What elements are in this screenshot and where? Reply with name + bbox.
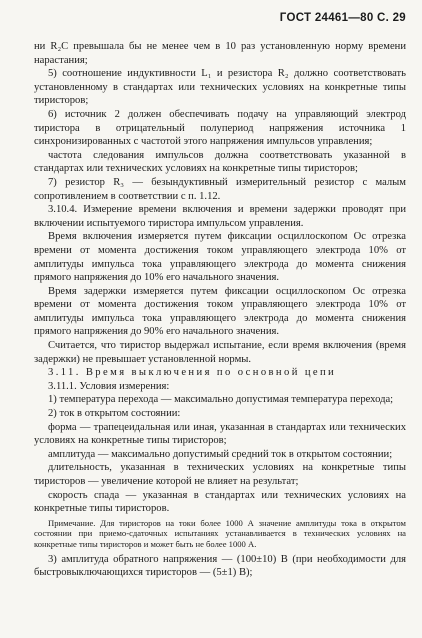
paragraph: Считается, что тиристор выдержал испытание, если время включения (время задержки) не превышает установленной нормы.: [34, 340, 406, 365]
paragraph: ни R₂C превышала бы не менее чем в 10 раз установленную норму времени нарастания;: [34, 41, 406, 66]
list-item: 1) температура перехода — максимально допустимая температура перехода;: [48, 394, 394, 406]
paragraph: 6) источник 2 должен обеспечивать подачу на управляющий электрод тиристора в отрицательный полупериод напряжения источника 1 синхронизированных с частотой этого напряжения импульсов управления;: [34, 108, 406, 148]
paragraph: форма — трапецеидальная или иная, указанная в стандартах или технических условиях на конкретные типы тиристоров;: [34, 421, 406, 447]
paragraph: 5) соотношение индуктивности L₁ и резистора R₂ должно соответствовать установленному в стандартах или технических условиях на конкретные типы тиристоров;: [34, 68, 406, 107]
subsection-heading: 3.11.1. Условия измерения:: [48, 380, 170, 392]
page-header: ГОСТ 24461—80 С. 29: [279, 12, 406, 24]
paragraph: 7) резистор R₃ — безындуктивный измерительный резистор с малым сопротивлением в соответствии с п. 1.12.: [34, 176, 406, 202]
document-body: [34, 40, 406, 580]
paragraph: Время включения измеряется путем фиксации осциллоскопом Ос отрезка времени от момента достижения током управляющего электрода 10% от амплитуды импульса тока управляющего электрода до момента снижения прямого напряжения до 10% его начального значения.: [34, 231, 406, 284]
paragraph: частота следования импульсов должна соответствовать указанной в стандартах или технических условиях на конкретные типы тиристоров;: [34, 149, 406, 175]
section-heading: 3.10.4. Измерение времени включения и времени задержки проводят при включении испытуемого тиристора импульсом управления.: [34, 204, 406, 229]
paragraph: амплитуда — максимально допустимый средний ток в открытом состоянии;: [48, 448, 393, 460]
list-item: 2) ток в открытом состоянии:: [48, 408, 181, 420]
paragraph: скорость спада — указанная в стандартах или технических условиях на конкретные типы тиристоров.: [34, 489, 406, 515]
list-item: 3) амплитуда обратного напряжения — (100±10) В (при необходимости для быстровыключающихся тиристоров — (5±1) В);: [34, 553, 406, 579]
paragraph: Время задержки измеряется путем фиксации осциллоскопом Ос отрезка времени от момента достижения током управляющего электрода 10% от амплитуды импульса тока управляющего электрода до момента снижения прямого напряжения до 90% его начального значения.: [34, 285, 406, 338]
paragraph: длительность, указанная в технических условиях на конкретные типы тиристоров — увеличение которой не влияет на результат;: [34, 462, 406, 487]
footnote-note: Примечание. Для тиристоров на токи более 1000 А значение амплитуды тока в открытом состоянии при приемо-сдаточных испытаниях устанавливается в технических условиях на конкретные типы тиристоров и может быть не более 1000 А.: [34, 517, 406, 549]
section-title: 3.11. Время выключения по основной цепи: [48, 367, 337, 379]
